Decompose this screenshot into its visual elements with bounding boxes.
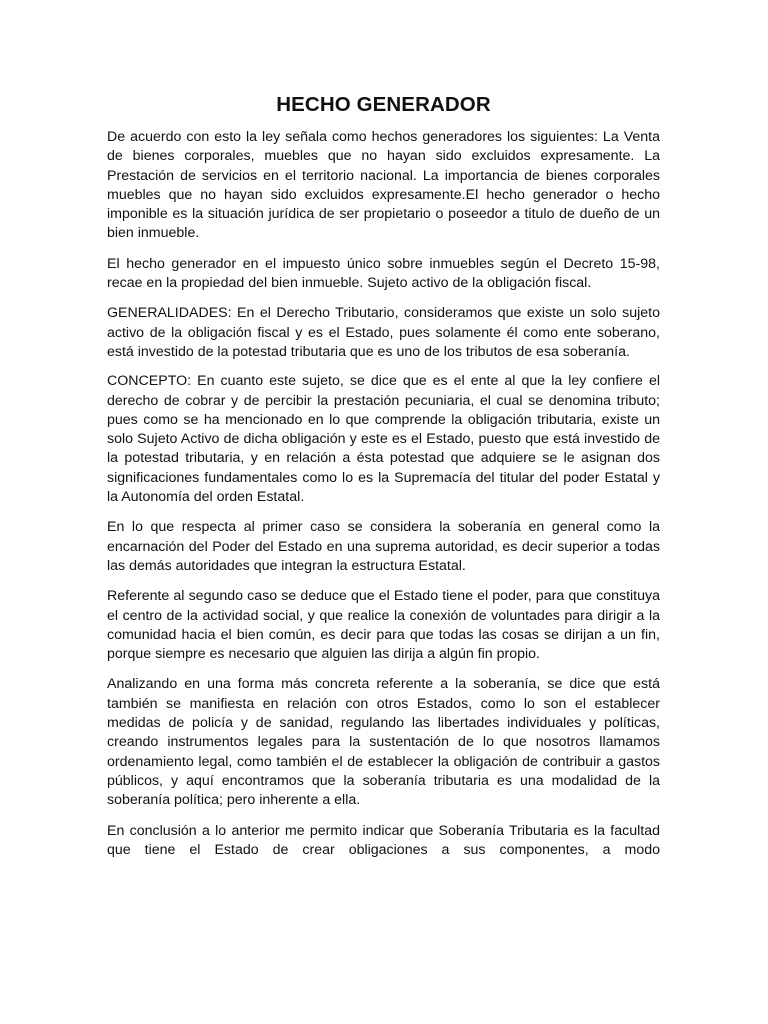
paragraph-conclusion: En conclusión a lo anterior me permito indicar que Soberanía Tributaria es la facultad que tiene el Estado de crear obligaciones a sus componentes, a modo (107, 822, 660, 858)
paragraph-concepto: CONCEPTO: En cuanto este sujeto, se dice que es el ente al que la ley confiere el derecho de cobrar y de percibir la prestación pecuniaria, el cual se denomina tributo; pues como se ha mencionado en lo que comprende la obligación tributaria, existe un solo Sujeto Activo de dicha obligación y este es el Estado, puesto que está investido de la potestad tributaria, y en relación a ésta potestad que adquiere se le asignan dos significaciones fundamentales como lo es la Supremacía del titular del poder Estatal y la Autonomía del orden Estatal. (107, 373, 660, 506)
paragraph-hechos-generadores: De acuerdo con esto la ley señala como hechos generadores los siguientes: La Venta de bienes corporales, muebles que no hayan sido excluidos expresamente. La Prestación de servicios en el territorio nacional. La importancia de bienes corporales muebles que no hayan sido excluidos expresamente.El hecho generador o hecho imponible es la situación jurídica de ser propietario o poseedor a titulo de dueño de un bien inmueble. (107, 129, 660, 242)
paragraph-primer-caso: En lo que respecta al primer caso se considera la soberanía en general como la encarnación del Poder del Estado en una suprema autoridad, es decir superior a todas las demás autoridades que integran la estructura Estatal. (107, 519, 660, 574)
document-title: HECHO GENERADOR (276, 93, 491, 116)
paragraph-segundo-caso: Referente al segundo caso se deduce que el Estado tiene el poder, para que constituya el centro de la actividad social, y que realice la conexión de voluntades para dirigir a la comunidad hacia el bien común, es decir para que todas las cosas se dirijan a un fin, porque siempre es necesario que alguien las dirija a algún fin propio. (107, 588, 660, 663)
document-page (107, 0, 660, 860)
paragraph-analisis-soberania: Analizando en una forma más concreta referente a la soberanía, se dice que está también se manifiesta en relación con otros Estados, como lo son el establecer medidas de policía y de sanidad, regulando las libertades individuales y políticas, creando instrumentos legales para la sustentación de lo que nosotros llamamos ordenamiento legal, como también el de establecer la obligación de contribuir a gastos públicos, y aquí encontramos que la soberanía tributaria es una modalidad de la soberanía política; pero inherente a ella. (107, 676, 660, 809)
paragraph-generalidades: GENERALIDADES: En el Derecho Tributario, consideramos que existe un solo sujeto activo de la obligación fiscal y es el Estado, pues solamente él como ente soberano, está investido de la potestad tributaria que es uno de los tributos de esa soberanía. (107, 305, 660, 360)
paragraph-decreto: El hecho generador en el impuesto único sobre inmuebles según el Decreto 15-98, recae en la propiedad del bien inmueble. Sujeto activo de la obligación fiscal. (107, 255, 660, 292)
